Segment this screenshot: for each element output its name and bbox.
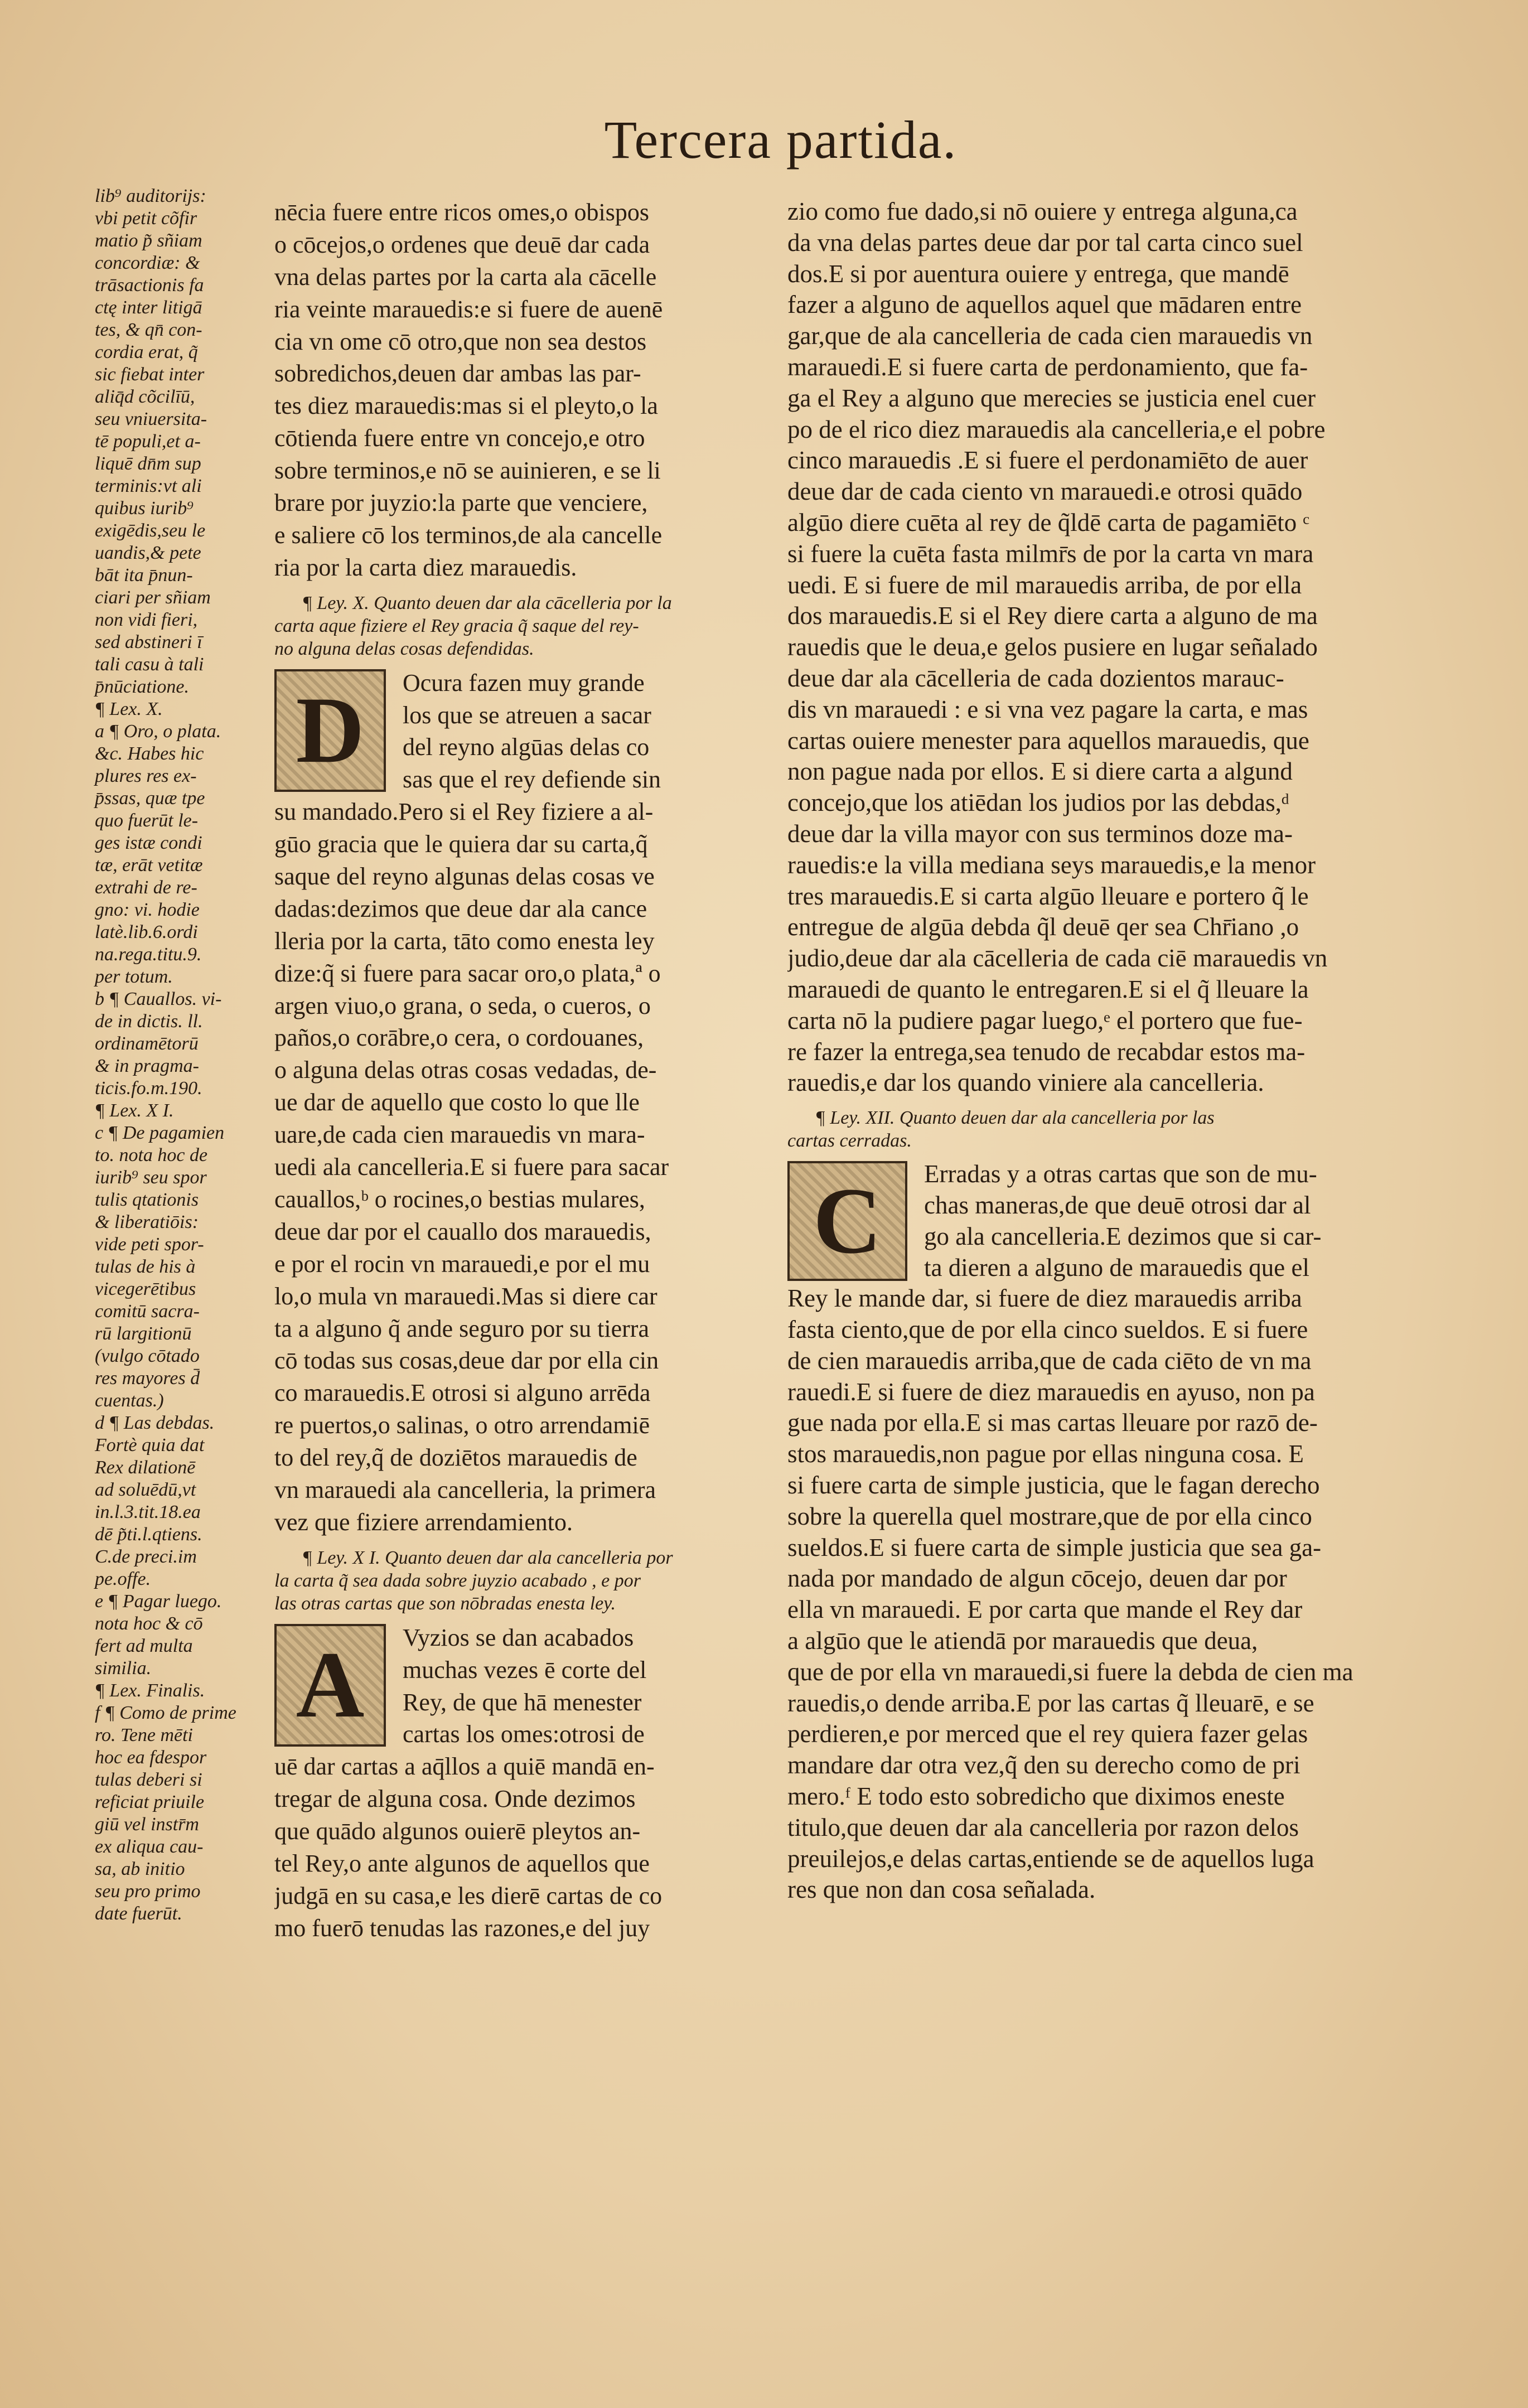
text-line: perdieren,e por merced que el rey quiera fazer gelas (787, 1720, 1308, 1748)
margin-notes (95, 185, 257, 1925)
text-line: lleria por la carta, tāto como enesta ley (274, 927, 655, 955)
margin-note-line: e ¶ Pagar luego. (95, 1591, 222, 1612)
text-line: sobredichos,deuen dar ambas las par- (274, 360, 641, 388)
text-line: tregar de alguna cosa. Onde dezimos (274, 1785, 636, 1813)
text-line: que quādo algunos ouierē pleytos an- (274, 1817, 641, 1845)
text-line: mo fuerō tenudas las razones,e del juy (274, 1914, 650, 1942)
text-line: muchas vezes ē corte del (403, 1656, 647, 1684)
text-line: tres marauedis.E si carta algūo lleuare e portero q̃ le (787, 882, 1309, 910)
text-line: lo,o mula vn marauedi.Mas si diere car (274, 1282, 657, 1310)
margin-note-line: dē p̃ti.l.qtiens. (95, 1524, 202, 1545)
margin-note-line: ¶ Lex. X. (95, 699, 163, 719)
margin-note-line: tali casu à tali (95, 654, 204, 675)
margin-note-line: bāt ita p̄nun- (95, 565, 193, 586)
margin-note-line: tulis qtationis (95, 1190, 199, 1210)
margin-note-line: vide peti spor- (95, 1234, 204, 1255)
margin-note-line: ticis.fo.m.190. (95, 1078, 202, 1099)
text-line: dadas:dezimos que deue dar ala cance (274, 894, 647, 922)
margin-note-line: sed abstineri ī (95, 632, 202, 652)
margin-note-line: extrahi de re- (95, 877, 197, 898)
rubric-line: las otras cartas que son nōbradas enesta ley. (274, 1593, 616, 1614)
col1-text-c-block (274, 1622, 787, 1945)
text-line: sueldos.E si fuere carta de simple justicia que sea ga- (787, 1533, 1322, 1561)
text-line: rauedi.E si fuere de diez marauedis en ayuso, non pa (787, 1377, 1315, 1406)
text-line: deue dar por el cauallo dos marauedis, (274, 1217, 651, 1245)
text-line: brare por juyzio:la parte que venciere, (274, 489, 648, 517)
text-line: marauedi de quanto le entregaren.E si el q̃ lleuare la (787, 975, 1309, 1003)
text-line: vna delas partes por la carta ala cācelle (274, 263, 657, 291)
margin-note-line: nota hoc & cō (95, 1613, 203, 1634)
margin-note-line: ctę inter litigā (95, 297, 202, 318)
margin-note-line: to. nota hoc de (95, 1145, 208, 1166)
text-line: uare,de cada cien marauedis vn mara- (274, 1121, 645, 1149)
text-line: ta dieren a alguno de marauedis que el (924, 1253, 1309, 1282)
margin-note-line: lib⁹ auditorijs: (95, 186, 206, 206)
text-line: ella vn marauedi. E por carta que mande el Rey dar (787, 1595, 1303, 1624)
margin-note-line: C.de preci.im (95, 1546, 197, 1567)
text-line: argen viuo,o grana, o seda, o cueros, o (274, 992, 651, 1019)
text-line: mero.ᶠ E todo esto sobredicho que diximos eneste (787, 1782, 1285, 1811)
col1-text-b (274, 667, 787, 1539)
text-line: sobre la querella quel mostrare,que de por ella cinco (787, 1502, 1312, 1530)
text-line: si fuere carta de simple justicia, que le fagan derecho (787, 1471, 1320, 1500)
margin-note-line: ro. Tene mēti (95, 1725, 193, 1745)
text-line: e saliere cō los terminos,de ala cancelle (274, 521, 663, 549)
text-line: stos marauedis,non pague por ellas ninguna cosa. E (787, 1440, 1304, 1468)
margin-note-line: vbi petit cõfir (95, 208, 197, 229)
text-line: e por el rocin vn marauedi,e por el mu (274, 1250, 650, 1278)
margin-note-line: aliq̄d cõcilīū, (95, 386, 195, 407)
margin-note-line: f ¶ Como de prime (95, 1703, 236, 1723)
text-line: entregue de algūa debda q̃l deuē qer sea Chr̄iano ,o (787, 913, 1299, 941)
text-line: chas maneras,de que deuē otrosi dar al (924, 1191, 1311, 1219)
rubric-line: ¶ Ley. X I. Quanto deuen dar ala cancelleria por (302, 1547, 673, 1568)
margin-note-line: ex aliqua cau- (95, 1836, 204, 1857)
margin-note-line: ¶ Lex. Finalis. (95, 1680, 205, 1701)
margin-note-line: tes, & qn̄ con- (95, 320, 202, 340)
text-line: ria veinte marauedis:e si fuere de auenē (274, 295, 663, 323)
rubric-ley-xii (787, 1106, 1496, 1152)
text-line: judgā en su casa,e les dierē cartas de co (274, 1882, 663, 1909)
margin-note-line: tulas de his à (95, 1256, 196, 1277)
text-line: re fazer la entrega,sea tenudo de recabdar estos ma- (787, 1037, 1305, 1066)
text-line: nada por mandado de algun cōcejo, deuen dar por (787, 1564, 1287, 1593)
text-line: re puertos,o salinas, o otro arrendamiē (274, 1411, 650, 1439)
text-line: preuilejos,e delas cartas,entiende se de aquellos luga (787, 1844, 1314, 1873)
margin-note-line: comitū sacra- (95, 1301, 200, 1322)
text-line: Rey le mande dar, si fuere de diez marauedis arriba (787, 1284, 1302, 1313)
margin-note-line: reficiat priuile (95, 1792, 205, 1812)
text-line: si fuere la cuēta fasta milmr̄s de por la carta vn mara (787, 539, 1314, 568)
text-line: cō todas sus cosas,deue dar por ella cin (274, 1347, 659, 1375)
text-line: cinco marauedis .E si fuere el perdonamiēto de auer (787, 446, 1308, 475)
text-line: ria por la carta diez marauedis. (274, 553, 577, 581)
text-line: carta nō la pudiere pagar luego,ᵉ el portero que fue- (787, 1006, 1303, 1034)
text-line: res que non dan cosa señalada. (787, 1875, 1096, 1904)
margin-note-line: terminis:vt ali (95, 476, 202, 496)
margin-note-line: similia. (95, 1658, 152, 1679)
col2-text-b-block (787, 1159, 1496, 1906)
margin-note-line: quibus iurib⁹ (95, 498, 194, 519)
margin-note-line: seu pro primo (95, 1881, 201, 1902)
margin-note-line: hoc ea fdespor (95, 1747, 207, 1768)
text-line: concejo,que los atiēdan los judios por las debdas,ᵈ (787, 789, 1290, 817)
margin-note-line: b ¶ Cauallos. vi- (95, 989, 222, 1009)
margin-note-line: de in dictis. ll. (95, 1011, 203, 1032)
page-title: Tercera partida. (604, 110, 958, 170)
rubric-line: carta aque fiziere el Rey gracia q̃ saque del rey- (274, 615, 639, 636)
margin-note-line: non vidi fieri, (95, 610, 198, 630)
margin-note-line: (vulgo cōtado (95, 1346, 200, 1366)
col1-text-a (274, 196, 787, 584)
text-line: cauallos,ᵇ o rocines,o bestias mulares, (274, 1185, 645, 1213)
margin-note-line: Rex dilationē (95, 1457, 196, 1478)
margin-note-line: ¶ Lex. X I. (95, 1100, 174, 1121)
text-line: sobre terminos,e nō se auinieren, e se li (274, 457, 661, 485)
margin-note-line: pe.offe. (95, 1569, 151, 1589)
text-line: o cōcejos,o ordenes que deuē dar cada (274, 230, 650, 258)
margin-note-line: tæ, erāt vetitæ (95, 855, 203, 876)
margin-note-line: sic fiebat inter (95, 364, 205, 385)
margin-note-line: latè.lib.6.ordi (95, 922, 198, 942)
margin-note-line: p̄nūciatione. (95, 676, 190, 697)
text-line: judio,deue dar ala cācelleria de cada ciē marauedis vn (787, 944, 1328, 973)
margin-note-line: in.l.3.tit.18.ea (95, 1502, 201, 1522)
text-line: fazer a alguno de aquellos aquel que mādaren entre (787, 291, 1302, 319)
text-line: po de el rico diez marauedis ala cancelleria,e el pobre (787, 415, 1326, 443)
text-line: de cien marauedis arriba,que de cada ciēto de vn ma (787, 1346, 1312, 1375)
margin-note-line: date fuerūt. (95, 1903, 182, 1924)
margin-note-line: ordinamētorū (95, 1033, 199, 1054)
column-2 (787, 196, 1496, 1906)
margin-note-line: concordiæ: & (95, 253, 200, 273)
margin-note-line: uandis,& pete (95, 543, 201, 563)
text-line: dos marauedis.E si el Rey diere carta a alguno de ma (787, 602, 1318, 630)
text-line: titulo,que deuen dar ala cancelleria por razon delos (787, 1813, 1299, 1841)
text-line: dize:q̃ si fuere para sacar oro,o plata,ª o (274, 959, 661, 987)
text-line: que de por ella vn marauedi,si fuere la debda de cien ma (787, 1657, 1353, 1686)
text-line: rauedis que le deua,e gelos pusiere en lugar señalado (787, 633, 1318, 661)
text-line: cartas los omes:otrosi de (403, 1720, 645, 1748)
text-line: rauedis:e la villa mediana seys marauedis,e la menor (787, 850, 1316, 879)
margin-note-line: seu vniuersita- (95, 409, 207, 429)
text-line: gue nada por ella.E si mas cartas lleuare por razō de- (787, 1409, 1318, 1437)
text-line: uedi ala cancelleria.E si fuere para sacar (274, 1153, 669, 1181)
margin-note-line: exigēdis,seu le (95, 520, 206, 541)
text-line: to del rey,q̃ de doziētos marauedis de (274, 1444, 637, 1472)
text-line: saque del reyno algunas delas cosas ve (274, 863, 655, 891)
text-line: non pague nada por ellos. E si diere carta a algund (787, 757, 1293, 786)
margin-note-line: res mayores d̄ (95, 1368, 200, 1389)
decorated-initial-a: A (274, 1624, 386, 1747)
text-line: los que se atreuen a sacar (403, 701, 651, 729)
text-line: nēcia fuere entre ricos omes,o obispos (274, 199, 649, 226)
margin-note-line: quo fuerūt le- (95, 810, 199, 831)
rubric-line: ¶ Ley. X. Quanto deuen dar ala cācelleria por la (302, 592, 672, 613)
text-line: sas que el rey defiende sin (403, 766, 661, 794)
decorated-initial-d: D (274, 669, 386, 792)
decorated-initial-c: C (787, 1161, 907, 1281)
rubric-line: no alguna delas cosas defendidas. (274, 638, 534, 659)
text-line: da vna delas partes deue dar por tal carta cinco suel (787, 228, 1303, 257)
margin-note-line: c ¶ De pagamien (95, 1123, 225, 1143)
text-line: cartas ouiere menester para aquellos marauedis, que (787, 726, 1309, 755)
text-line: vez que fiziere arrendamiento. (274, 1508, 573, 1536)
margin-note-line: matio p̃ sñiam (95, 230, 202, 251)
text-line: rauedis,o dende arriba.E por las cartas q̃ lleuarē, e se (787, 1689, 1314, 1717)
margin-note-line: trāsactionis fa (95, 275, 204, 296)
rubric-line: la carta q̃ sea dada sobre juyzio acabado , e por (274, 1570, 641, 1591)
text-line: mandare dar otra vez,q̃ den su derecho como de pri (787, 1751, 1300, 1780)
text-line: ue dar de aquello que costo lo que lle (274, 1089, 640, 1116)
margin-note-line: tulas deberi si (95, 1769, 202, 1790)
margin-note-line: &c. Habes hic (95, 743, 204, 764)
rubric-line: ¶ Ley. XII. Quanto deuen dar ala cancelleria por las (815, 1108, 1215, 1129)
text-line: deue dar ala cācelleria de cada dozientos marauc- (787, 664, 1284, 692)
margin-note-line: cuentas.) (95, 1390, 164, 1411)
text-line: a algūo que le atiendā por marauedis que deua, (787, 1627, 1258, 1655)
margin-note-line: ges istæ condi (95, 833, 202, 853)
text-line: gūo gracia que le quiera dar su carta,q̃ (274, 830, 648, 858)
margin-note-line: rū largitionū (95, 1323, 192, 1344)
text-line: cōtienda fuere entre vn concejo,e otro (274, 424, 645, 452)
margin-note-line: tē populi,et a- (95, 431, 201, 452)
text-line: Vyzios se dan acabados (403, 1623, 634, 1651)
margin-note-line: a ¶ Oro, o plata. (95, 721, 221, 742)
text-line: dis vn marauedi : e si vna vez pagare la carta, e mas (787, 695, 1308, 723)
margin-note-line: plures res ex- (95, 766, 197, 786)
text-line: vn marauedi ala cancelleria, la primera (274, 1476, 656, 1503)
margin-note-line: na.rega.titu.9. (95, 944, 202, 965)
margin-note-line: d ¶ Las debdas. (95, 1413, 215, 1433)
margin-note-line: sa, ab initio (95, 1859, 185, 1879)
rubric-ley-x (274, 592, 787, 660)
text-line: paños,o corābre,o cera, o cordouanes, (274, 1024, 644, 1052)
text-line: cia vn ome cō otro,que non sea destos (274, 327, 647, 355)
text-line: ta a alguno q̃ ande seguro por su tierra (274, 1314, 649, 1342)
margin-note-line: ciari per sñiam (95, 587, 211, 608)
margin-note-line: gno: vi. hodie (95, 900, 200, 920)
margin-note-line: giū vel instr̄m (95, 1814, 199, 1835)
margin-note-line: per totum. (95, 966, 173, 987)
text-line: fasta ciento,que de por ella cinco sueldos. E si fuere (787, 1316, 1308, 1344)
rubric-line: cartas cerradas. (787, 1130, 912, 1152)
text-line: rauedis,e dar los quando viniere ala cancelleria. (787, 1068, 1264, 1097)
col2-text-a (787, 196, 1496, 1099)
text-line: su mandado.Pero si el Rey fiziere a al- (274, 798, 654, 826)
margin-note-line: Fortè quia dat (95, 1435, 205, 1456)
margin-note-line: fert ad multa (95, 1636, 193, 1656)
text-line: dos.E si por auentura ouiere y entrega, que mandē (787, 259, 1289, 288)
text-line: del reyno algūas delas co (403, 733, 650, 761)
text-line: co marauedis.E otrosi si alguno arrēda (274, 1379, 651, 1407)
text-line: zio como fue dado,si nō ouiere y entrega alguna,ca (787, 197, 1298, 225)
text-line: uedi. E si fuere de mil marauedis arriba, de por ella (787, 570, 1302, 599)
col1-text-b-block (274, 667, 787, 1539)
text-line: o alguna delas otras cosas vedadas, de- (274, 1056, 657, 1084)
text-line: deue dar de cada ciento vn marauedi.e otrosi quādo (787, 477, 1303, 506)
text-line: algūo diere cuēta al rey de q̃ldē carta de pagamiēto ᶜ (787, 508, 1310, 536)
text-line: Erradas y a otras cartas que son de mu- (924, 1160, 1317, 1188)
column-1 (274, 196, 787, 1945)
text-line: tes diez marauedis:mas si el pleyto,o la (274, 392, 658, 420)
text-line: Rey, de que hā menester (403, 1688, 642, 1716)
rubric-ley-xi (274, 1546, 787, 1615)
text-line: uē dar cartas a aq̄llos a quiē mandā en- (274, 1753, 655, 1781)
text-line: gar,que de ala cancelleria de cada cien marauedis vn (787, 322, 1313, 350)
margin-note-line: p̄ssas, quæ tpe (95, 788, 205, 809)
margin-note-line: iurib⁹ seu spor (95, 1167, 207, 1188)
margin-note-line: ad soluēdū,vt (95, 1479, 196, 1500)
margin-note-line: cordia erat, q̃ (95, 342, 198, 362)
text-line: marauedi.E si fuere carta de perdonamiento, que fa- (787, 352, 1308, 381)
text-line: Ocura fazen muy grande (403, 669, 645, 697)
margin-note-line: & in pragma- (95, 1056, 199, 1076)
text-line: ga el Rey a alguno que merecies se justicia enel cuer (787, 384, 1316, 412)
margin-note-line: liquē dn̄m sup (95, 453, 201, 474)
text-line: go ala cancelleria.E dezimos que si car- (924, 1222, 1322, 1250)
margin-note-line: vicegerētibus (95, 1279, 196, 1299)
text-line: tel Rey,o ante algunos de aquellos que (274, 1849, 650, 1877)
margin-note-line: & liberatiōis: (95, 1212, 199, 1232)
text-line: deue dar la villa mayor con sus terminos doze ma- (787, 819, 1293, 848)
